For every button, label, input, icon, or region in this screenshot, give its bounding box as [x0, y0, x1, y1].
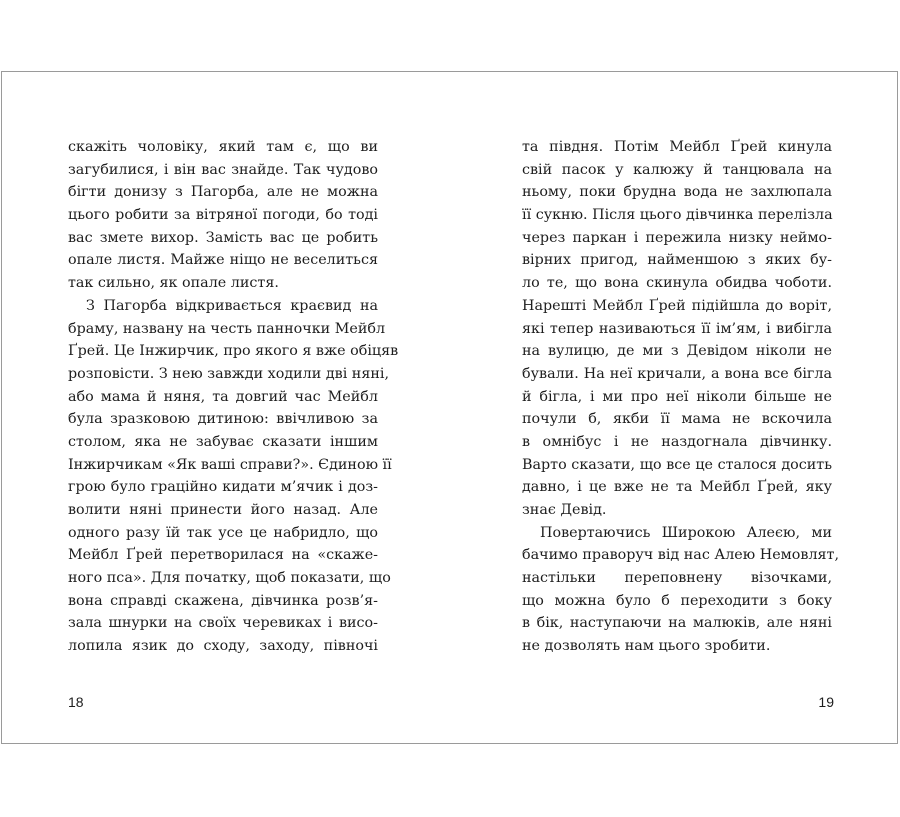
text-line: зала шнурки на своїх черевиках і висо- — [68, 615, 378, 632]
text-line: Інжирчикам «Як ваші справи?». Єдиною її — [68, 456, 392, 473]
text-line: Нарешті Мейбл Ґрей підійшла до воріт, — [522, 297, 832, 314]
text-line: загубилися, і він вас знайде. Так чудово — [68, 161, 378, 178]
text-line: ного пса». Для початку, щоб показати, що — [68, 570, 391, 587]
text-line: бачимо праворуч від нас Алею Немовлят, — [522, 547, 840, 564]
text-line: бігти донизу з Пагорба, але не можна — [68, 184, 378, 201]
left-page-number: 18 — [68, 694, 84, 710]
text-line: Ґрей. Це Інжирчик, про якого я вже обіцяв — [68, 343, 399, 360]
text-line: ло те, що вона скинула обидва чоботи. — [522, 275, 832, 292]
right-page — [450, 72, 898, 743]
text-line: вона справді скажена, дівчинка розв’я- — [68, 592, 378, 609]
text-line: ньому, поки брудна вода не захлюпала — [522, 184, 832, 201]
text-line: волити няні принести його назад. Але — [68, 502, 378, 518]
text-line: в бік, наступаючи на малюків, але няні — [522, 615, 832, 632]
text-line: вас змете вихор. Замість вас це робить — [68, 229, 378, 246]
text-line: свій пасок у калюжу й танцювала на — [522, 161, 832, 178]
text-line: Мейбл Ґрей перетворилася на «скаже- — [68, 547, 378, 564]
text-line: на вулицю, де ми з Девідом ніколи не — [522, 343, 832, 360]
text-line: цього робити за вітряної погоди, бо тоді — [68, 207, 378, 224]
text-line: вірних пригод, найменшою з яких бу- — [522, 252, 832, 269]
text-line: давно, і це вже не та Мейбл Ґрей, яку — [522, 479, 832, 496]
text-line: в омнібус і не наздогнала дівчинку. — [522, 433, 832, 450]
text-line: так сильно, як опале листя. — [68, 275, 279, 292]
text-line: скажіть чоловіку, який там є, що ви — [68, 139, 378, 155]
text-line: які тепер називаються її ім’ям, і вибігла — [522, 320, 832, 337]
text-line: лопила язик до сходу, заходу, півночі — [68, 638, 378, 655]
text-line: Повертаючись Широкою Алеєю, ми — [540, 524, 832, 541]
right-page-number: 19 — [818, 694, 834, 710]
left-page-text — [68, 136, 399, 658]
right-page-text — [522, 136, 840, 658]
text-line: була зразковою дитиною: ввічливою за — [68, 411, 378, 428]
text-line: почули б, якби її мама не вскочила — [522, 411, 832, 428]
text-line: браму, названу на честь панночки Мейбл — [68, 320, 386, 337]
text-line: Варто сказати, що все це сталося досить — [522, 456, 832, 473]
text-line: або мама й няня, та довгий час Мейбл — [68, 388, 378, 405]
text-line: бували. На неї кричали, а вона все бігла — [522, 365, 832, 382]
text-line: З Пагорба відкривається краєвид на — [86, 297, 378, 314]
text-line: не дозволять нам цього зробити. — [522, 638, 771, 655]
text-line: знає Девід. — [522, 502, 607, 518]
text-line: одного разу їй так усе це набридло, що — [68, 524, 378, 541]
text-line: розповісти. З нею завжди ходили дві няні, — [68, 365, 390, 382]
text-line: що можна було б переходити з боку — [522, 592, 832, 609]
text-line: й бігла, і ми про неї ніколи більше не — [522, 388, 832, 405]
book-spread — [1, 71, 898, 744]
text-line: через паркан і пережила низку неймо- — [522, 229, 832, 246]
text-line: столом, яка не забуває сказати іншим — [68, 433, 378, 450]
text-line: опале листя. Майже ніщо не веселиться — [68, 252, 378, 269]
text-line: настільки переповнену візочками, — [522, 570, 832, 587]
text-line: грою було граційно кидати м’ячик і доз- — [68, 479, 378, 496]
text-line: її сукню. Після цього дівчинка перелізла — [522, 207, 833, 224]
left-page — [2, 72, 450, 743]
text-line: та півдня. Потім Мейбл Ґрей кинула — [522, 139, 832, 155]
